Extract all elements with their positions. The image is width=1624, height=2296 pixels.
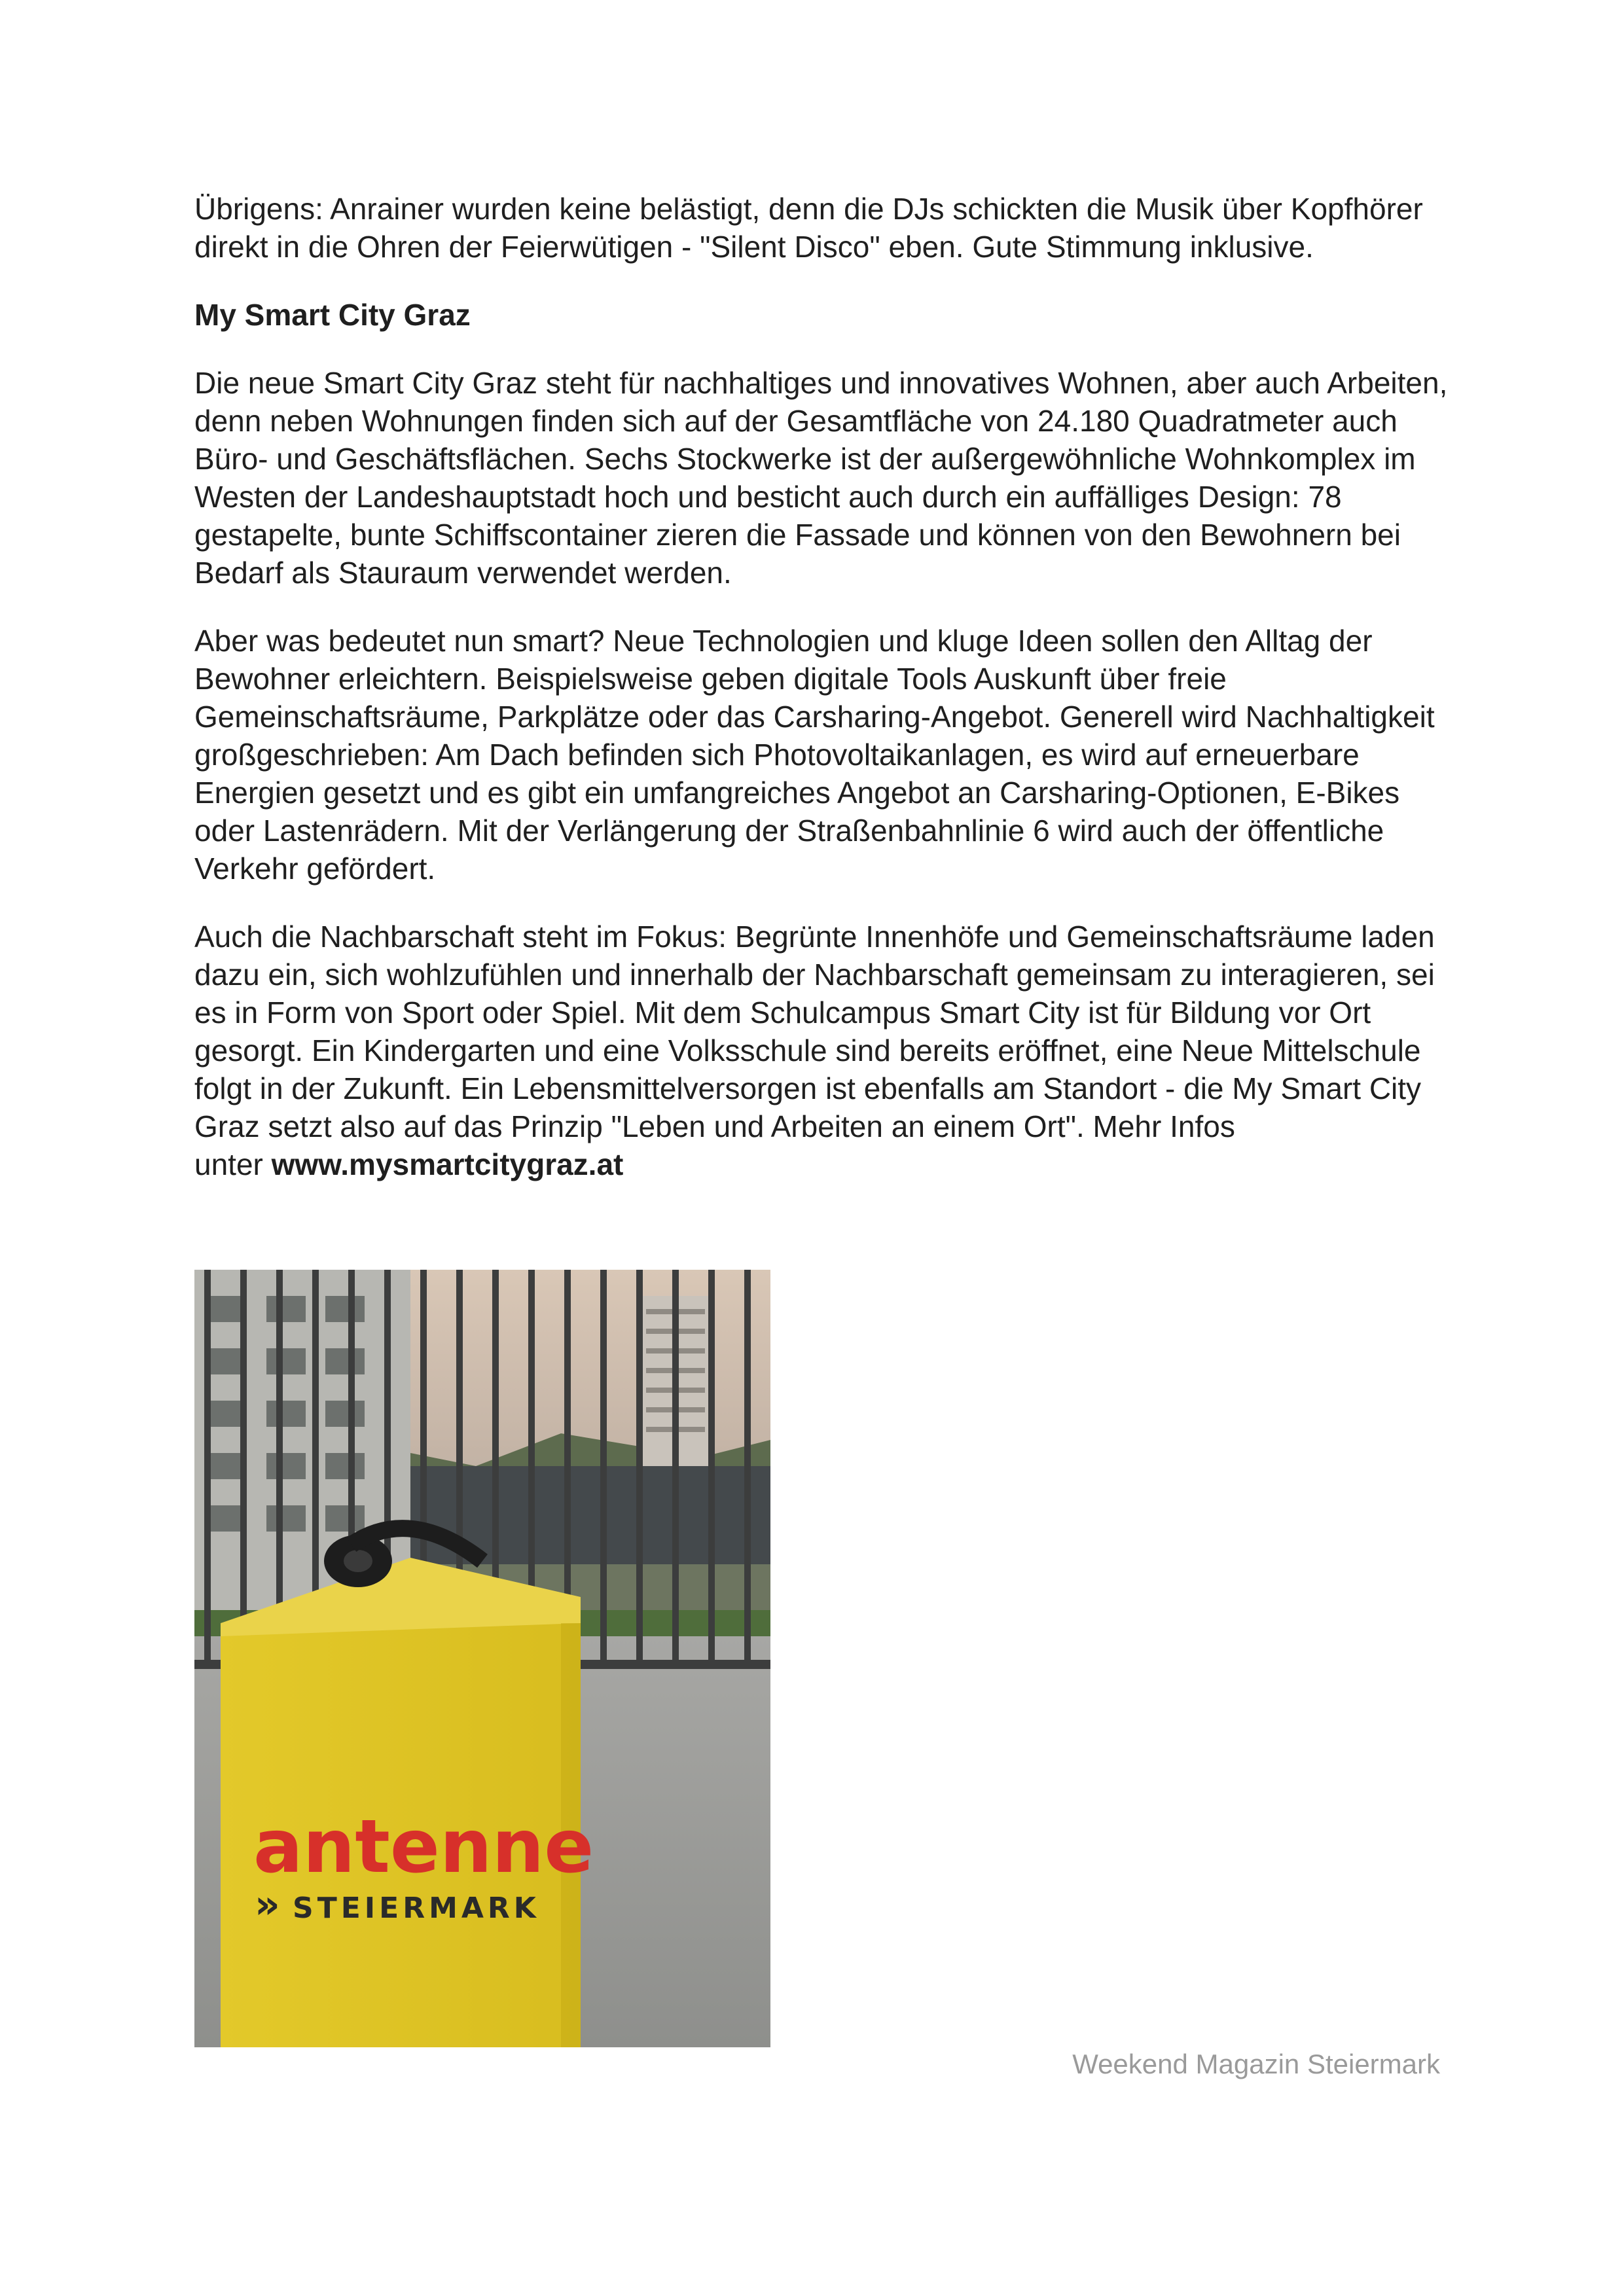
- link-prefix: unter: [194, 1147, 272, 1181]
- box-logo-sub: STEIERMARK: [293, 1892, 540, 1925]
- link-line: [194, 1145, 1458, 1183]
- source-footer: Weekend Magazin Steiermark: [1072, 2049, 1440, 2079]
- paragraph-smart-technology: Aber was bedeutet nun smart? Neue Technologien und kluge Ideen sollen den Alltag der Bewohner erleichtern. Beispielsweise geben digitale Tools Auskunft über freie Gemeinschaftsräume, Parkplätze oder das Carsharing-Angebot. Generell wird Nachhaltigkeit großgeschrieben: Am Dach befinden sich Photovoltaikanlagen, es wird auf erneuerbare Energien gesetzt und es gibt ein umfangreiches Angebot an Carsharing-Optionen, E-Bikes oder Lastenrädern. Mit der Verlängerung der Straßenbahnlinie 6 wird auch der öffentliche Verkehr gefördert.: [194, 624, 1435, 886]
- paragraph-smart-city-description: Die neue Smart City Graz steht für nachhaltiges und innovatives Wohnen, aber auch Arbeiten, denn neben Wohnungen finden sich auf der Gesamtfläche von 24.180 Quadratmeter auch Büro- und Geschäftsflächen. Sechs Stockwerke ist der außergewöhnliche Wohnkomplex im Westen der Landeshauptstadt hoch und besticht auch durch ein auffälliges Design: 78 gestapelte, bunte Schiffscontainer zieren die Fassade und können von den Bewohnern bei Bedarf als Stauraum verwendet werden.: [194, 366, 1448, 590]
- article-photo: [194, 1270, 770, 2047]
- box-logo-arrows: »: [255, 1882, 280, 1928]
- paragraph-neighborhood: Auch die Nachbarschaft steht im Fokus: Begrünte Innenhöfe und Gemeinschaftsräume laden dazu ein, sich wohlzufühlen und innerhalb der Nachbarschaft gemeinsam zu interagieren, sei es in Form von Sport oder Spiel. Mit dem Schulcampus Smart City ist für Bildung vor Ort gesorgt. Ein Kindergarten und eine Volksschule sind bereits eröffnet, eine Neue Mittelschule folgt in der Zukunft. Ein Lebensmittelversorgen ist ebenfalls am Standort - die My Smart City Graz setzt also auf das Prinzip "Leben und Arbeiten an einem Ort". Mehr Infos: [194, 920, 1435, 1143]
- intro-paragraph: Übrigens: Anrainer wurden keine belästigt, denn die DJs schickten die Musik über Kopfhörer direkt in die Ohren der Feierwütigen - "Silent Disco" eben. Gute Stimmung inklusive.: [194, 192, 1423, 264]
- section-title: My Smart City Graz: [194, 298, 471, 332]
- box-logo-word: antenne: [253, 1804, 594, 1890]
- website-link[interactable]: www.mysmartcitygraz.at: [271, 1147, 624, 1181]
- photo-illustration: [194, 1270, 770, 2047]
- article-body: [194, 190, 1458, 1183]
